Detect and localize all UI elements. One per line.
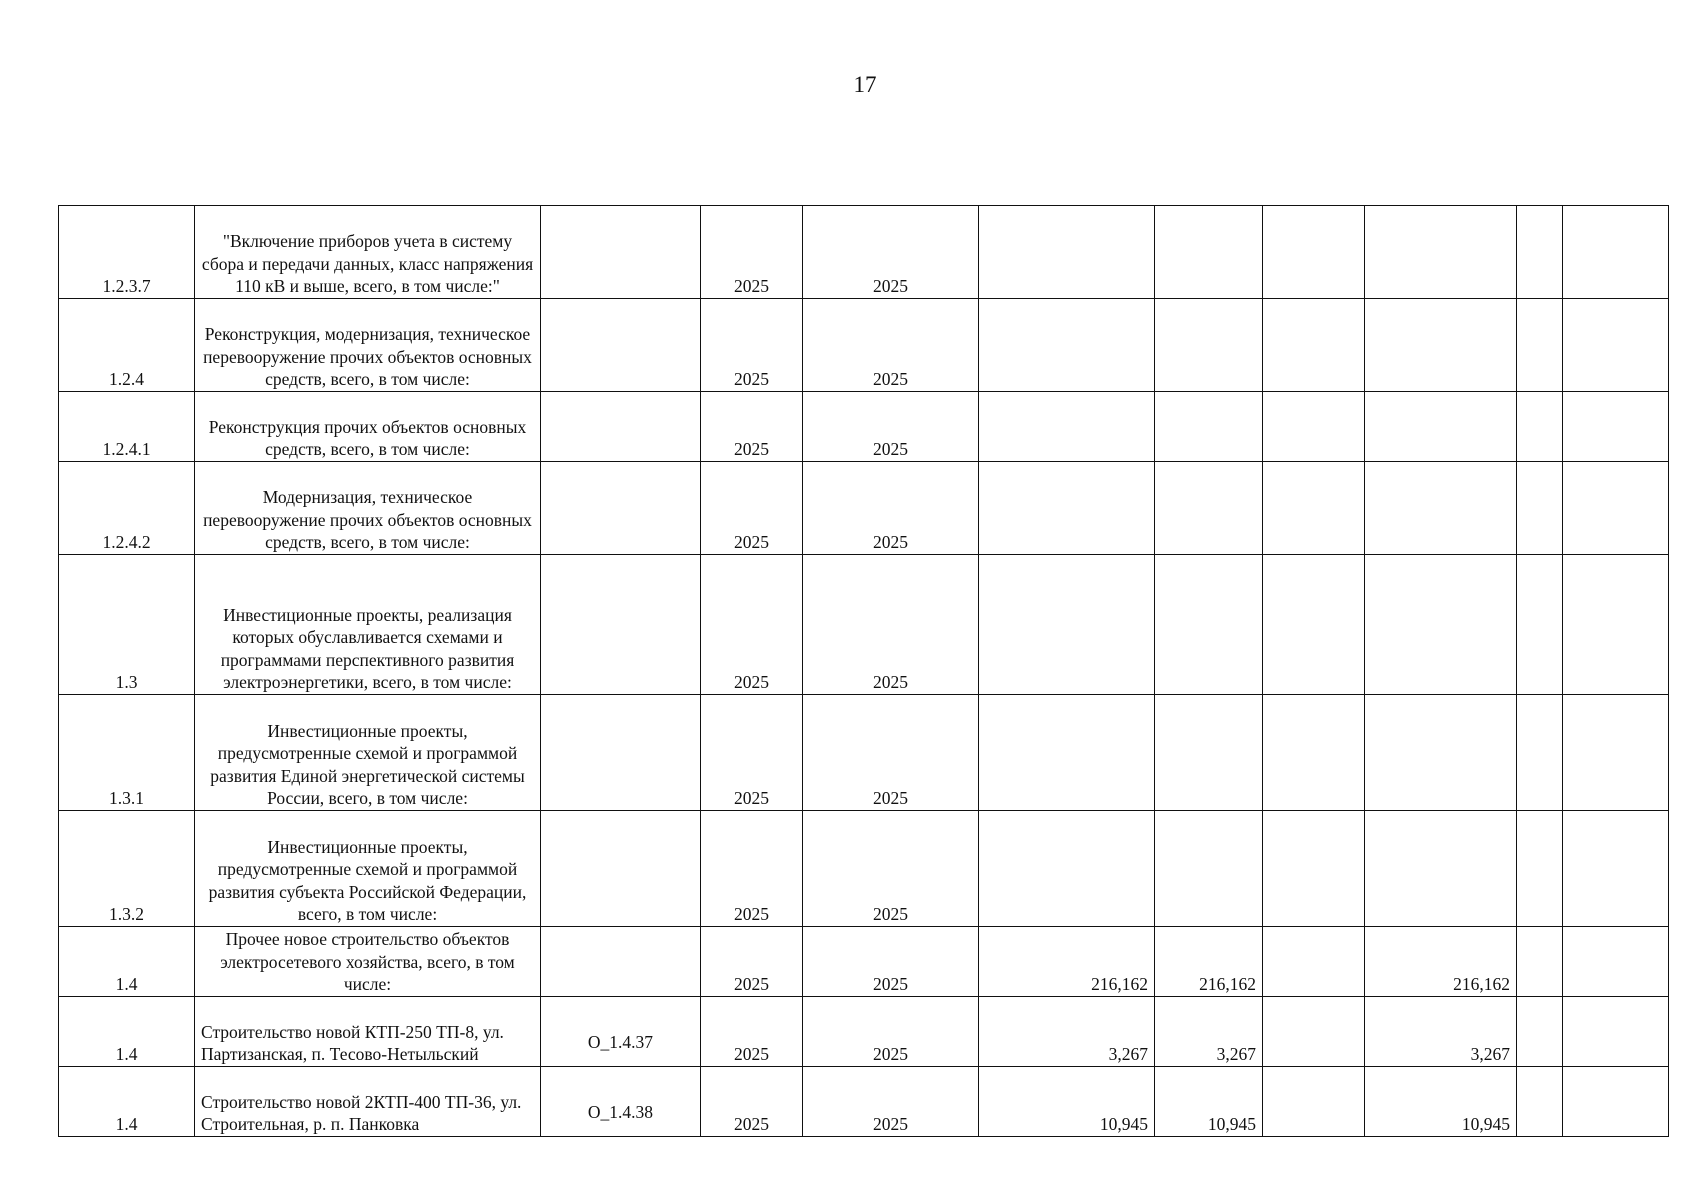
row-number: 1.2.4 (59, 299, 195, 392)
value-3 (1263, 927, 1365, 997)
row-number: 1.3.1 (59, 695, 195, 811)
value-5 (1517, 555, 1563, 695)
value-2: 10,945 (1155, 1067, 1263, 1137)
row-name: Модернизация, техническое перевооружение прочих объектов основных средств, всего, в том числе: (195, 462, 541, 555)
table-row (59, 206, 1669, 299)
value-3 (1263, 555, 1365, 695)
year-end: 2025 (803, 299, 979, 392)
value-3 (1263, 299, 1365, 392)
value-2: 216,162 (1155, 927, 1263, 997)
year-start: 2025 (701, 927, 803, 997)
page-number: 17 (853, 72, 877, 97)
value-1: 3,267 (979, 997, 1155, 1067)
row-code (541, 811, 701, 927)
row-number: 1.4 (59, 997, 195, 1067)
value-4 (1365, 555, 1517, 695)
row-name: Инвестиционные проекты, предусмотренные схемой и программой развития субъекта Российской Федерации, всего, в том числе: (195, 811, 541, 927)
value-6 (1563, 206, 1669, 299)
table-row (59, 555, 1669, 695)
year-start: 2025 (701, 811, 803, 927)
value-5 (1517, 695, 1563, 811)
year-start: 2025 (701, 206, 803, 299)
value-2 (1155, 555, 1263, 695)
value-1 (979, 206, 1155, 299)
year-start: 2025 (701, 299, 803, 392)
year-end: 2025 (803, 997, 979, 1067)
row-number: 1.3 (59, 555, 195, 695)
year-start: 2025 (701, 695, 803, 811)
value-6 (1563, 1067, 1669, 1137)
value-1: 216,162 (979, 927, 1155, 997)
row-number: 1.4 (59, 927, 195, 997)
table-row (59, 997, 1669, 1067)
year-start: 2025 (701, 1067, 803, 1137)
value-2 (1155, 206, 1263, 299)
value-3 (1263, 811, 1365, 927)
row-name: Инвестиционные проекты, предусмотренные схемой и программой развития Единой энергетической системы России, всего, в том числе: (195, 695, 541, 811)
value-6 (1563, 392, 1669, 462)
value-4 (1365, 392, 1517, 462)
value-5 (1517, 927, 1563, 997)
value-4 (1365, 299, 1517, 392)
year-end: 2025 (803, 927, 979, 997)
year-end: 2025 (803, 392, 979, 462)
row-number: 1.4 (59, 1067, 195, 1137)
value-4 (1365, 462, 1517, 555)
value-6 (1563, 927, 1669, 997)
row-name: Прочее новое строительство объектов электросетевого хозяйства, всего, в том числе: (195, 927, 541, 997)
year-end: 2025 (803, 206, 979, 299)
value-2 (1155, 462, 1263, 555)
year-end: 2025 (803, 462, 979, 555)
year-end: 2025 (803, 695, 979, 811)
table-row (59, 299, 1669, 392)
row-code (541, 462, 701, 555)
row-code: О_1.4.37 (541, 997, 701, 1067)
table-row (59, 927, 1669, 997)
value-1: 10,945 (979, 1067, 1155, 1137)
table-row (59, 811, 1669, 927)
value-4: 3,267 (1365, 997, 1517, 1067)
table-row (59, 392, 1669, 462)
value-1 (979, 299, 1155, 392)
investment-table (58, 205, 1669, 1137)
year-end: 2025 (803, 811, 979, 927)
table-row (59, 695, 1669, 811)
value-6 (1563, 462, 1669, 555)
value-1 (979, 555, 1155, 695)
value-2: 3,267 (1155, 997, 1263, 1067)
value-6 (1563, 555, 1669, 695)
value-3 (1263, 392, 1365, 462)
value-1 (979, 462, 1155, 555)
row-number: 1.2.4.1 (59, 392, 195, 462)
value-2 (1155, 299, 1263, 392)
row-name: Строительство новой 2КТП-400 ТП-36, ул. Строительная, р. п. Панковка (195, 1067, 541, 1137)
value-6 (1563, 997, 1669, 1067)
year-start: 2025 (701, 555, 803, 695)
row-number: 1.2.3.7 (59, 206, 195, 299)
row-code (541, 555, 701, 695)
value-4: 216,162 (1365, 927, 1517, 997)
row-code: О_1.4.38 (541, 1067, 701, 1137)
value-4 (1365, 206, 1517, 299)
value-3 (1263, 695, 1365, 811)
row-name: Реконструкция, модернизация, техническое перевооружение прочих объектов основных средств, всего, в том числе: (195, 299, 541, 392)
row-name: Инвестиционные проекты, реализация которых обуславливается схемами и программами перспективного развития электроэнергетики, всего, в том числе: (195, 555, 541, 695)
row-code (541, 695, 701, 811)
value-6 (1563, 299, 1669, 392)
year-end: 2025 (803, 555, 979, 695)
row-name: "Включение приборов учета в систему сбора и передачи данных, класс напряжения 110 кВ и выше, всего, в том числе:" (195, 206, 541, 299)
row-name: Строительство новой КТП-250 ТП-8, ул. Партизанская, п. Тесово-Нетыльский (195, 997, 541, 1067)
value-2 (1155, 392, 1263, 462)
year-end: 2025 (803, 1067, 979, 1137)
row-code (541, 927, 701, 997)
value-3 (1263, 1067, 1365, 1137)
value-1 (979, 695, 1155, 811)
value-3 (1263, 997, 1365, 1067)
value-4 (1365, 811, 1517, 927)
value-5 (1517, 1067, 1563, 1137)
value-5 (1517, 299, 1563, 392)
row-number: 1.2.4.2 (59, 462, 195, 555)
row-name: Реконструкция прочих объектов основных средств, всего, в том числе: (195, 392, 541, 462)
value-2 (1155, 695, 1263, 811)
value-1 (979, 392, 1155, 462)
value-5 (1517, 811, 1563, 927)
value-6 (1563, 695, 1669, 811)
value-3 (1263, 462, 1365, 555)
value-4: 10,945 (1365, 1067, 1517, 1137)
year-start: 2025 (701, 392, 803, 462)
year-start: 2025 (701, 997, 803, 1067)
row-code (541, 392, 701, 462)
value-5 (1517, 392, 1563, 462)
table-row (59, 1067, 1669, 1137)
value-2 (1155, 811, 1263, 927)
year-start: 2025 (701, 462, 803, 555)
row-code (541, 299, 701, 392)
value-5 (1517, 462, 1563, 555)
value-3 (1263, 206, 1365, 299)
table-row (59, 462, 1669, 555)
value-6 (1563, 811, 1669, 927)
value-5 (1517, 997, 1563, 1067)
value-4 (1365, 695, 1517, 811)
row-code (541, 206, 701, 299)
value-1 (979, 811, 1155, 927)
row-number: 1.3.2 (59, 811, 195, 927)
value-5 (1517, 206, 1563, 299)
